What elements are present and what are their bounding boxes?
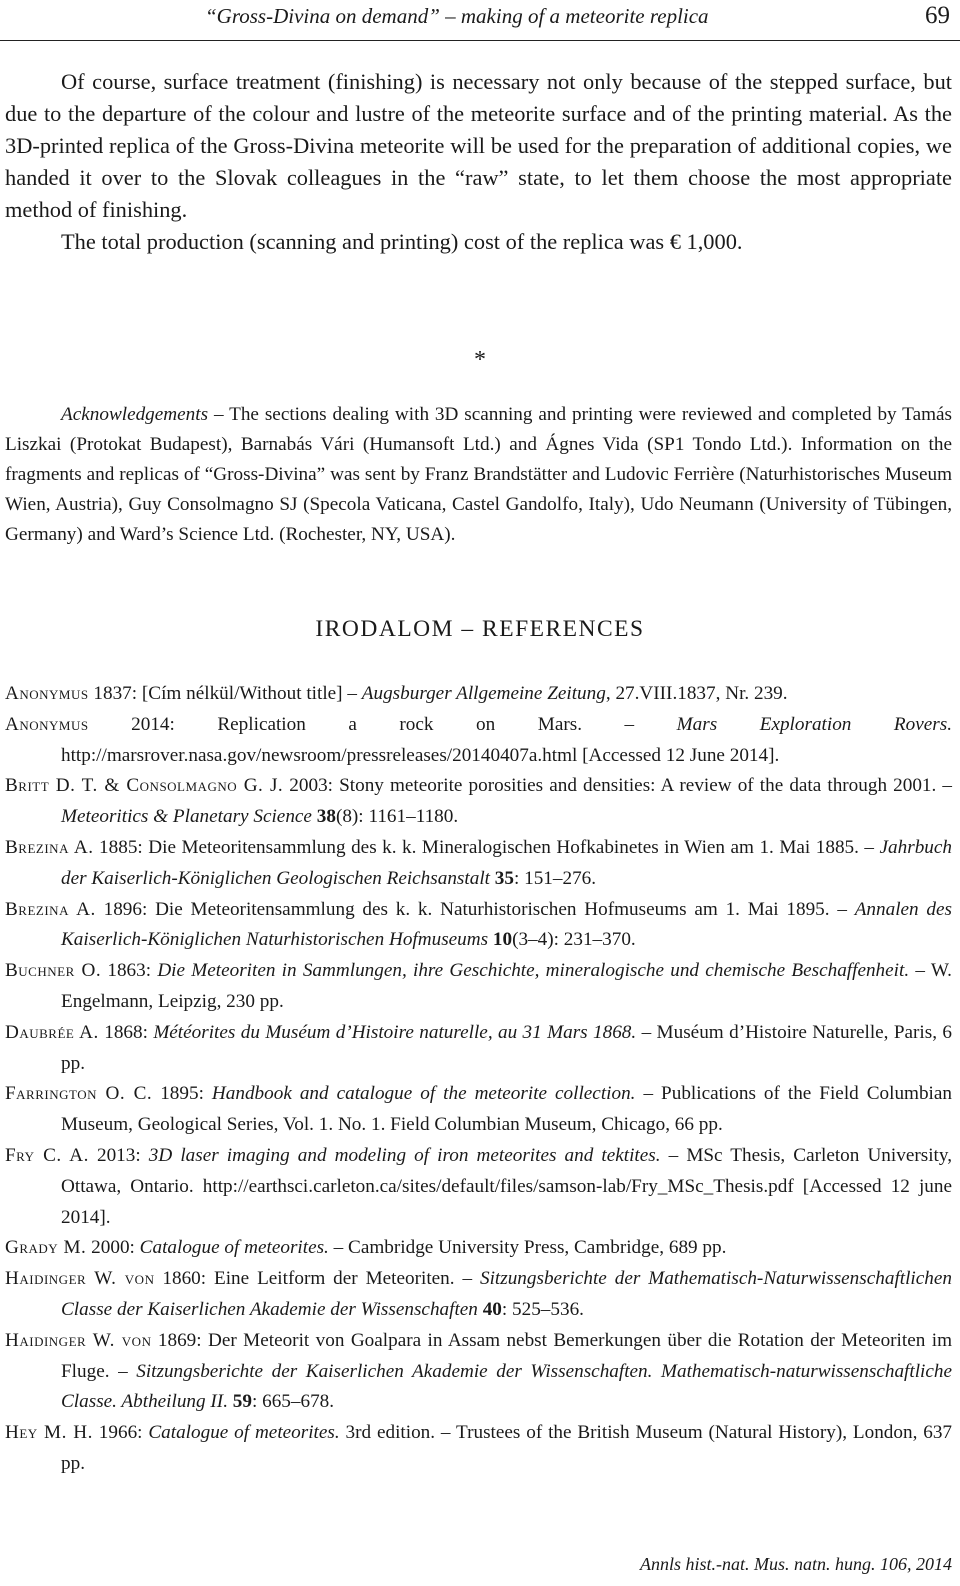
- reference-text: : 151–276.: [513, 867, 597, 889]
- reference-source: Catalogue of meteorites.: [139, 1237, 329, 1259]
- reference-author: Buchner O.: [5, 960, 102, 982]
- reference-source: Handbook and catalogue of the meteorite collection.: [211, 1083, 636, 1105]
- reference-author: Fry C. A.: [5, 1144, 89, 1166]
- reference-text: 2003: Stony meteorite porosities and densities: A review of the data through 2001. –: [283, 775, 952, 797]
- reference-source: Augsburger Allgemeine Zeitung: [361, 683, 606, 704]
- reference-text: 2013:: [88, 1144, 149, 1166]
- reference-text: 1869: Der Meteorit von Goalpara in Assam nebst Bemerkungen über die Rotation der Meteoriten im Fluge. –: [61, 1329, 952, 1382]
- reference-source: Sitzungsberichte der Kaiserlichen Akademie der Wissenschaften. Mathematisch-naturwissenschaftliche Classe. Abtheilung II.: [61, 1360, 952, 1413]
- body-paragraph: Of course, surface treatment (finishing) is necessary not only because of the stepped surface, but due to the departure of the colour and lustre of the meteorite surface and of the printing material. As the 3D-printed replica of the Gross-Divina meteorite will be used for the preparation of additional copies, we handed it over to the Slovak colleagues in the “raw” state, to let them choose the most appropriate method of finishing.: [5, 69, 952, 222]
- reference-text: 1885: Die Meteoritensammlung des k. k. Mineralogischen Hofkabinetes in Wien am 1. Mai 1885. –: [93, 836, 880, 858]
- reference-entry: [5, 1018, 952, 1080]
- reference-text: : 665–678.: [251, 1391, 335, 1413]
- reference-text: – W. Engelmann, Leipzig, 230 pp.: [61, 960, 952, 1012]
- reference-entry: [5, 710, 952, 772]
- references-heading: IRODALOM – REFERENCES: [315, 616, 645, 642]
- reference-text: (3–4): 231–370.: [512, 929, 636, 951]
- reference-volume: 35: [494, 867, 514, 889]
- reference-entry: [5, 771, 952, 833]
- reference-text: – MSc Thesis, Carleton University, Ottawa, Ontario. http://earthsci.carleton.ca/sites/default/files/samson-lab/Fry_MSc_Thesis.pdf [Accessed 12 june 2014].: [61, 1144, 953, 1228]
- reference-text: 1966:: [92, 1422, 149, 1444]
- reference-entry: [5, 956, 952, 1018]
- reference-author: Brezina A.: [5, 898, 96, 920]
- reference-author: Anonymus: [5, 713, 89, 735]
- reference-text: : 525–536.: [501, 1298, 584, 1320]
- reference-source: Jahrbuch der Kaiserlich-Königlichen Geologischen Reichsanstalt: [61, 836, 952, 889]
- reference-text: 1837: [Cím nélkül/Without title] –: [88, 683, 362, 704]
- reference-author: Haidinger W. von: [5, 1329, 152, 1351]
- reference-text: – Muséum d’Histoire Naturelle, Paris, 6 pp.: [61, 1021, 952, 1074]
- page-number: 69: [925, 2, 950, 29]
- reference-volume: 59: [232, 1391, 252, 1413]
- running-header: [0, 0, 960, 41]
- reference-text: 1863:: [101, 960, 158, 982]
- reference-author: Daubrée A.: [5, 1021, 99, 1043]
- reference-source: Météorites du Muséum d’Histoire naturelle, au 31 Mars 1868.: [153, 1021, 637, 1043]
- reference-source: Annalen des Kaiserlich-Königlichen Naturhistorischen Hofmuseums: [61, 898, 952, 951]
- body-paragraph: The total production (scanning and printing) cost of the replica was € 1,000.: [61, 229, 743, 254]
- reference-text: 1896: Die Meteoritensammlung des k. k. Naturhistorischen Hofmuseums am 1. Mai 1895. –: [95, 898, 855, 920]
- reference-volume: 10: [492, 929, 513, 951]
- reference-entry: [5, 1418, 952, 1480]
- acknowledgements-text: – The sections dealing with 3D scanning and printing were reviewed and completed by Tamás Liszkai (Protokat Budapest), Barnabás Vári (Humansoft Ltd.) and Ágnes Vida (SP1 Tondo Ltd.). Information on the fragments and replicas of “Gross-Divina” was sent by Franz Brandstätter and Ludovic Ferrière (Naturhistorisches Museum Wien, Austria), Guy Consolmagno SJ (Specola Vaticana, Castel Gandolfo, Italy), Udo Neumann (University of Tübingen, Germany) and Ward’s Science Ltd. (Rochester, NY, USA).: [5, 404, 952, 545]
- reference-author: Britt D. T. & Consolmagno G. J.: [5, 775, 284, 797]
- reference-entry: [5, 895, 952, 957]
- section-separator: *: [474, 347, 486, 373]
- reference-text: 1868:: [98, 1021, 154, 1043]
- reference-list: [5, 679, 952, 1480]
- reference-entry: [5, 1326, 952, 1418]
- reference-author: Farrington O. C.: [5, 1083, 153, 1105]
- reference-text: – Cambridge University Press, Cambridge, 689 pp.: [328, 1237, 727, 1259]
- reference-source: Catalogue of meteorites.: [148, 1422, 340, 1444]
- body-text: [5, 66, 952, 258]
- reference-text: (8): 1161–1180.: [335, 806, 459, 828]
- reference-entry: [5, 1233, 952, 1264]
- reference-entry: [5, 679, 952, 710]
- reference-source: Die Meteoriten in Sammlungen, ihre Geschichte, mineralogische und chemische Beschaffenheit.: [157, 960, 910, 982]
- reference-source: 3D laser imaging and modeling of iron meteorites and tektites.: [148, 1144, 661, 1166]
- reference-text: , 27.VIII.1837, Nr. 239.: [605, 683, 788, 704]
- reference-entry: [5, 1079, 952, 1141]
- reference-text: 1895:: [152, 1083, 212, 1105]
- reference-entry: [5, 833, 952, 895]
- reference-text: 2014: Replication a rock on Mars. –: [88, 713, 677, 735]
- journal-footer: Annls hist.-nat. Mus. natn. hung. 106, 2014: [639, 1554, 952, 1574]
- reference-text: 1860: Eine Leitform der Meteoriten. –: [154, 1268, 480, 1290]
- reference-author: Haidinger W. von: [5, 1268, 155, 1290]
- reference-source: Sitzungsberichte der Mathematisch-Naturwissenschaftlichen Classe der Kaiserlichen Akademie der Wissenschaften: [61, 1268, 952, 1320]
- reference-entry: [5, 1264, 952, 1326]
- acknowledgements: [5, 400, 952, 550]
- reference-source: Meteoritics & Planetary Science: [61, 806, 312, 828]
- reference-author: Anonymus: [5, 683, 89, 704]
- reference-text: 2000:: [86, 1237, 140, 1259]
- reference-text: http://marsrover.nasa.gov/newsroom/pressreleases/20140407a.html [Accessed 12 June 2014].: [61, 744, 780, 766]
- reference-text: 3rd edition. – Trustees of the British Museum (Natural History), London, 637 pp.: [61, 1422, 953, 1474]
- reference-entry: [5, 1141, 952, 1233]
- reference-volume: 40: [482, 1298, 502, 1320]
- reference-author: Hey M. H.: [5, 1422, 93, 1444]
- reference-text: – Publications of the Field Columbian Museum, Geological Series, Vol. 1. No. 1. Field Columbian Museum, Chicago, 66 pp.: [61, 1083, 953, 1136]
- reference-source: Mars Exploration Rovers.: [676, 713, 952, 735]
- acknowledgements-lead: Acknowledgements: [61, 404, 209, 425]
- running-title: “Gross-Divina on demand” – making of a meteorite replica: [205, 4, 709, 28]
- reference-author: Brezina A.: [5, 836, 94, 858]
- reference-volume: 38: [316, 806, 336, 828]
- reference-author: Grady M.: [5, 1237, 87, 1259]
